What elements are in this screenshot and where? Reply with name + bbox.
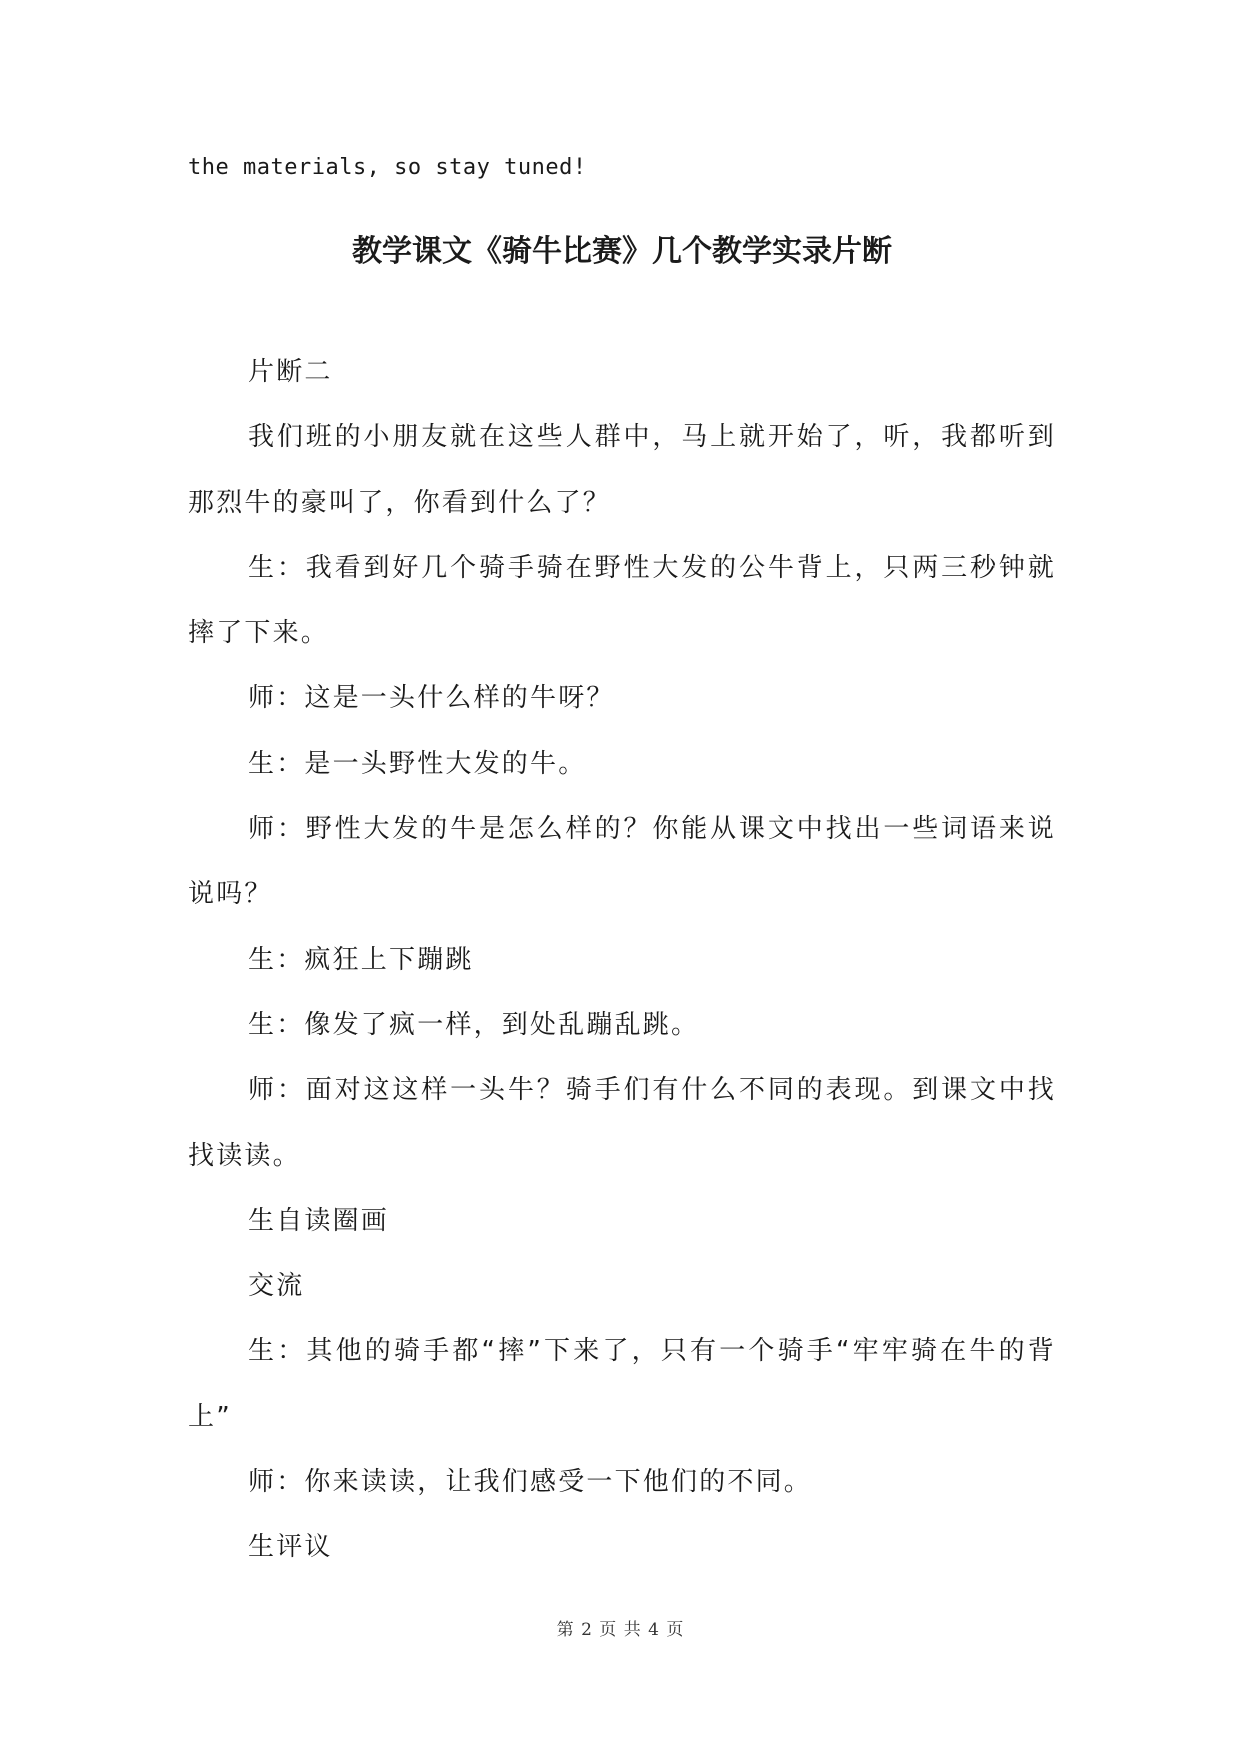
paragraph: 师：野性大发的牛是怎么样的？你能从课文中找出一些词语来说说吗？ [188, 814, 1056, 910]
paragraph: 我们班的小朋友就在这些人群中，马上就开始了，听，我都听到那烈牛的豪叫了，你看到什么了？ [188, 422, 1056, 518]
paragraph: 师：你来读读，让我们感受一下他们的不同。 [248, 1467, 813, 1498]
paragraph: 生：像发了疯一样，到处乱蹦乱跳。 [248, 1009, 700, 1040]
document-title: 教学课文《骑牛比赛》几个教学实录片断 [352, 234, 892, 269]
paragraph: 生评议 [248, 1532, 333, 1563]
paragraph: 师：面对这这样一头牛？骑手们有什么不同的表现。到课文中找找读读。 [188, 1075, 1056, 1171]
paragraph: 生：其他的骑手都“摔”下来了，只有一个骑手“牢牢骑在牛的背上” [188, 1336, 1056, 1432]
page-number-footer: 第 2 页 共 4 页 [556, 1620, 685, 1640]
paragraph: 生自读圈画 [248, 1205, 390, 1236]
paragraph: 生：我看到好几个骑手骑在野性大发的公牛背上，只两三秒钟就摔了下来。 [188, 552, 1056, 649]
paragraph: 交流 [248, 1271, 305, 1302]
paragraph: 生：是一头野性大发的牛。 [248, 748, 587, 779]
document-body [188, 148, 1056, 1581]
paragraph-section-label: 片断二 [248, 357, 333, 387]
paragraph: 生：疯狂上下蹦跳 [248, 944, 474, 975]
paragraph: 师：这是一头什么样的牛呀？ [248, 683, 615, 714]
carry-over-line: the materials, so stay tuned! [188, 155, 587, 180]
